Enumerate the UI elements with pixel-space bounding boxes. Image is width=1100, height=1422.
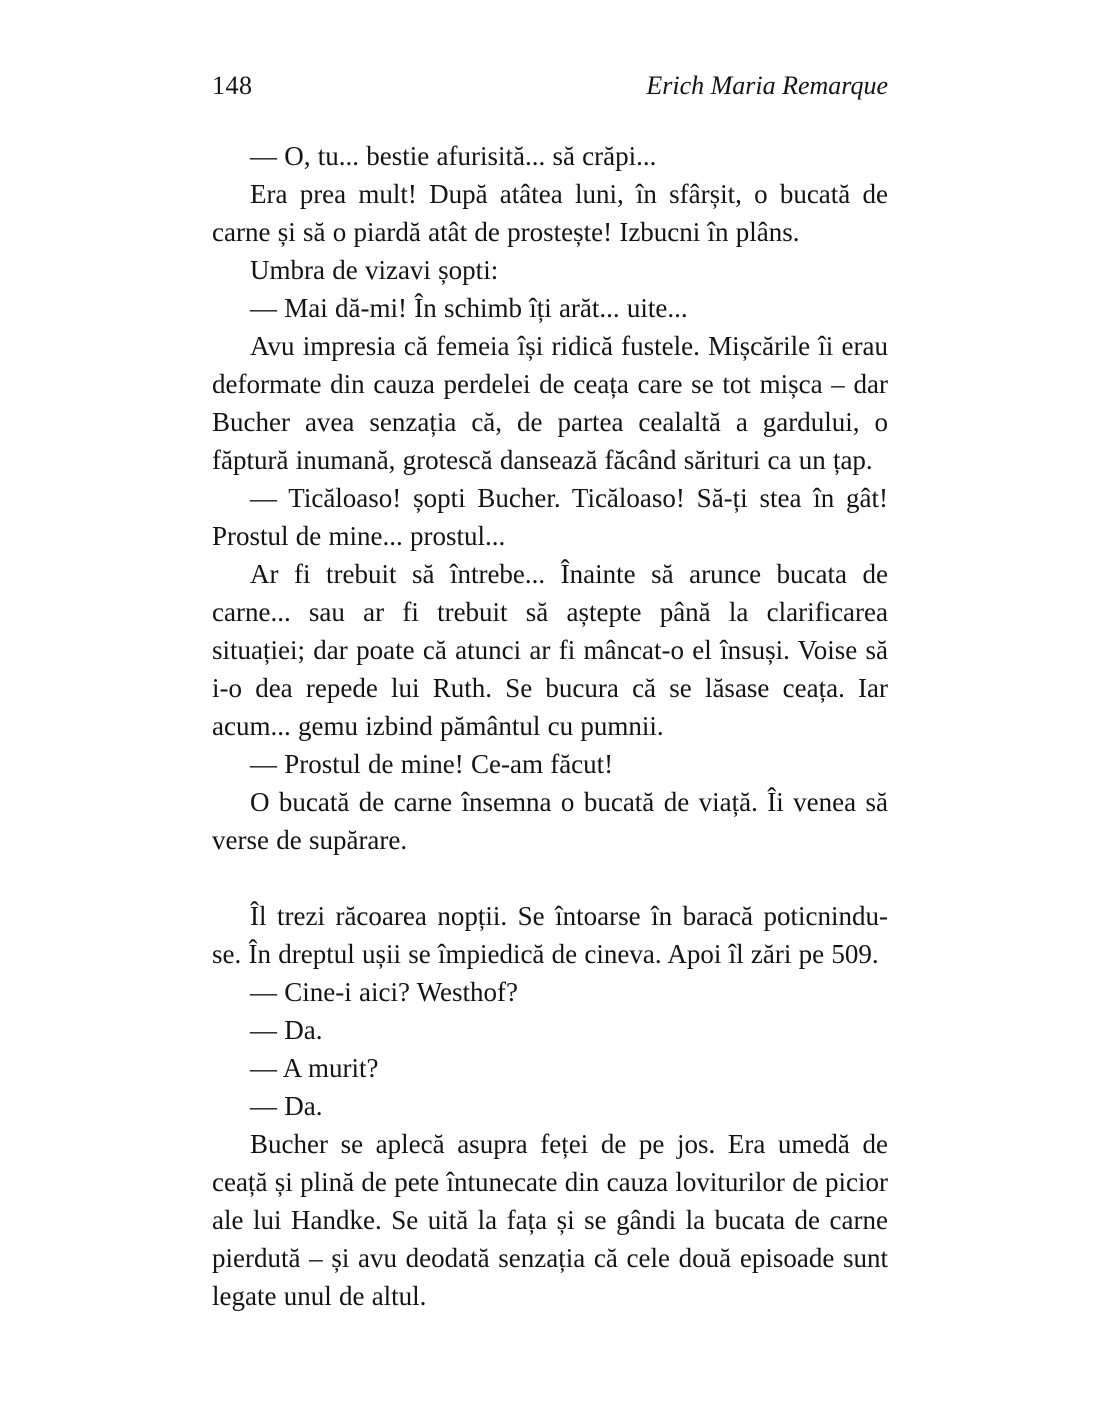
paragraph: Era prea mult! După atâtea luni, în sfârșit, o bucată de carne și să o piardă atât de prostește! Izbucni în plâns. — [212, 179, 888, 248]
paragraph: — Cine-i aici? Westhof? — [250, 977, 518, 1008]
paragraph: — O, tu... bestie afurisită... să crăpi... — [250, 141, 657, 172]
paragraph: — Ticăloaso! șopti Bucher. Ticăloaso! Să-ți stea în gât! Prostul de mine... prostul... — [212, 483, 888, 552]
body-text — [212, 137, 888, 1315]
running-header — [212, 70, 888, 101]
paragraph: — Prostul de mine! Ce-am făcut! — [250, 749, 614, 780]
paragraph: Îl trezi răcoarea nopții. Se întoarse în baracă poticnindu-se. În dreptul ușii se împiedică de cineva. Apoi îl zări pe 509. — [212, 901, 888, 970]
page-number: 148 — [212, 71, 253, 100]
paragraph: — A murit? — [250, 1053, 379, 1084]
paragraph: — Mai dă-mi! În schimb îți arăt... uite... — [250, 293, 688, 324]
paragraph: Umbra de vizavi șopti: — [250, 255, 499, 286]
running-header-author: Erich Maria Remarque — [646, 71, 888, 100]
paragraph: O bucată de carne însemna o bucată de viață. Îi venea să verse de supărare. — [212, 787, 888, 856]
paragraph: — Da. — [250, 1091, 323, 1122]
paragraph: Ar fi trebuit să întrebe... Înainte să arunce bucata de carne... sau ar fi trebuit să aștepte până la clarificarea situației; dar poate că atunci ar fi mâncat-o el însuși. Voise să i-o dea repede lui Ruth. Se bucura că se lăsase ceața. Iar acum... gemu izbind pământul cu pumnii. — [212, 559, 888, 742]
paragraph: Avu impresia că femeia își ridică fustele. Mișcările îi erau deformate din cauza perdelei de ceața care se tot mișca – dar Bucher avea senzația că, de partea cealaltă a gardului, o făptură inumană, grotescă dansează făcând sărituri ca un țap. — [212, 331, 888, 476]
paragraph: — Da. — [250, 1015, 323, 1046]
paragraph: Bucher se aplecă asupra feței de pe jos. Era umedă de ceață și plină de pete întunecate din cauza loviturilor de picior ale lui Handke. Se uită la fața și se gândi la bucata de carne pierdută – și avu deodată senzația că cele două episoade sunt legate unul de altul. — [212, 1129, 888, 1312]
